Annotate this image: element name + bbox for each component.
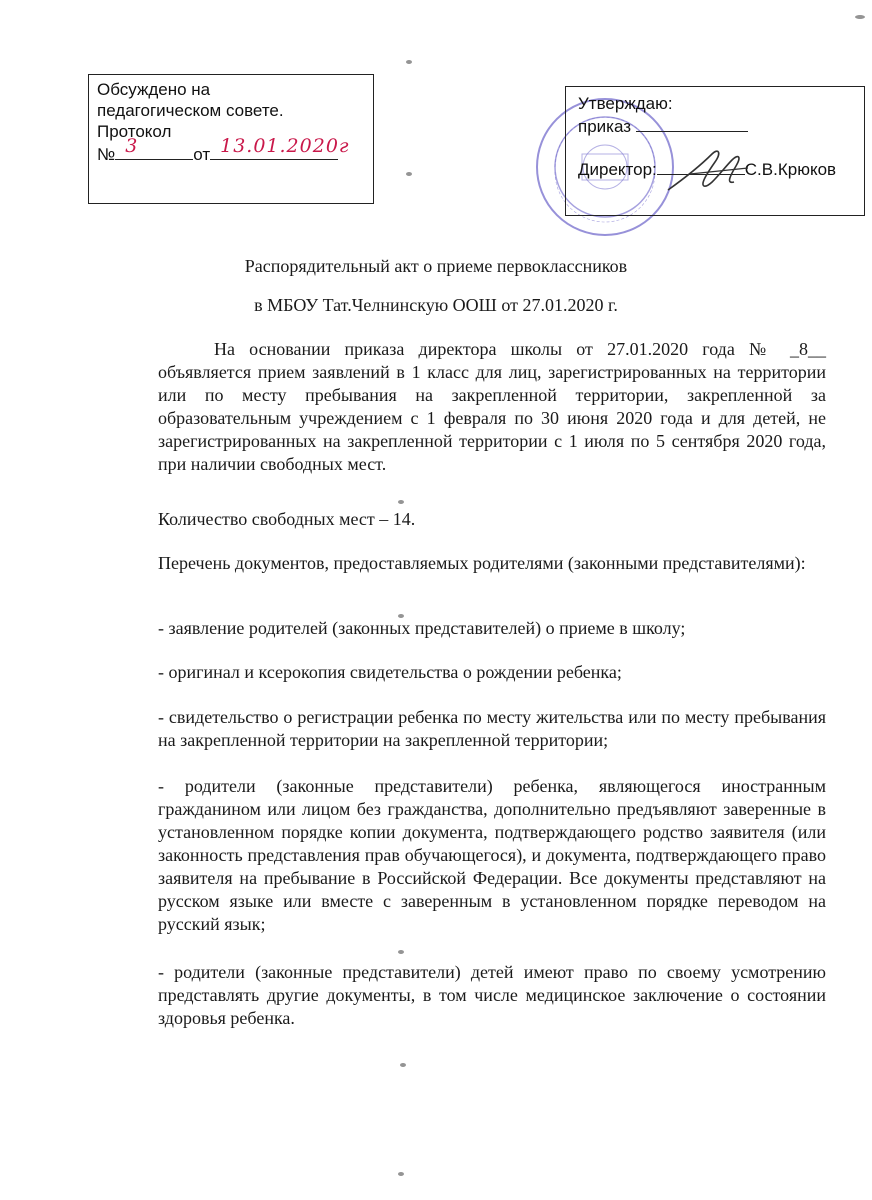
approval-line1: Утверждаю: [578, 94, 673, 113]
protocol-date-label: от [193, 145, 211, 164]
director-label: Директор: [578, 160, 657, 179]
order-blank [636, 114, 748, 132]
scan-speck [855, 15, 865, 19]
document-item-1: - заявление родителей (законных представителей) о приеме в школу; [158, 618, 686, 638]
order-label: приказ [578, 117, 632, 136]
document-item-3: - свидетельство о регистрации ребенка по месту жительства или по месту пребывания на закрепленной территории на закрепленной территории; [158, 707, 826, 750]
document-title: Распорядительный акт о приеме первоклассников [244, 256, 628, 276]
scan-speck [398, 500, 404, 504]
documents-intro: Перечень документов, предоставляемых родителями (законными представителями): [158, 553, 806, 573]
scan-speck [406, 172, 412, 176]
protocol-number-value: 3 [125, 135, 139, 157]
director-signature [660, 140, 760, 200]
protocol-date-field [210, 135, 350, 160]
scan-speck [406, 60, 412, 64]
protocol-number-label: № [97, 145, 116, 164]
protocol-date-value: 13.01.2020г [220, 135, 350, 157]
scan-speck [398, 1172, 404, 1176]
scan-speck [398, 950, 404, 954]
discussion-box [88, 74, 374, 204]
basis-paragraph: На основании приказа директора школы от 27.01.2020 года № _8__ объявляется прием заявлений в 1 класс для лиц, зарегистрированных на территории или по месту пребывания на закрепленной территории, закрепленной за образовательным учреждением с 1 февраля по 30 июня 2020 года и для детей, не зарегистрированных на закрепленной территории с 1 июля по 5 сентября 2020 года, при наличии свободных мест. [158, 339, 826, 474]
protocol-line [97, 135, 365, 165]
director-name: С.В.Крюков [744, 160, 837, 179]
document-item-2: - оригинал и ксерокопия свидетельства о рождении ребенка; [158, 662, 622, 682]
scan-speck [398, 614, 404, 618]
document-item-5: - родители (законные представители) детей имеют право по своему усмотрению представлять другие документы, в том числе медицинское заключение о состоянии здоровья ребенка. [158, 962, 826, 1028]
document-item-4: - родители (законные представители) ребенка, являющегося иностранным гражданином или лицом без гражданства, дополнительно предъявляют заверенные в установленном порядке копии документа, подтверждающего родство заявителя (или законность представления прав обучающегося), и документа, подтверждающего право заявителя на пребывание в Российской Федерации. Все документы представляют на русском языке или вместе с заверенным в установленном порядке переводом на русский язык; [158, 776, 826, 934]
scan-speck [400, 1063, 406, 1067]
document-subtitle: в МБОУ Тат.Челнинскую ООШ от 27.01.2020 г. [254, 295, 618, 315]
discussion-line2: педагогическом совете. [97, 101, 284, 120]
free-seats-paragraph: Количество свободных мест – 14. [158, 509, 416, 529]
order-line [578, 114, 852, 137]
discussion-line1: Обсуждено на [97, 80, 211, 99]
discussion-line3: Протокол [97, 122, 172, 141]
protocol-number-field [115, 135, 193, 160]
